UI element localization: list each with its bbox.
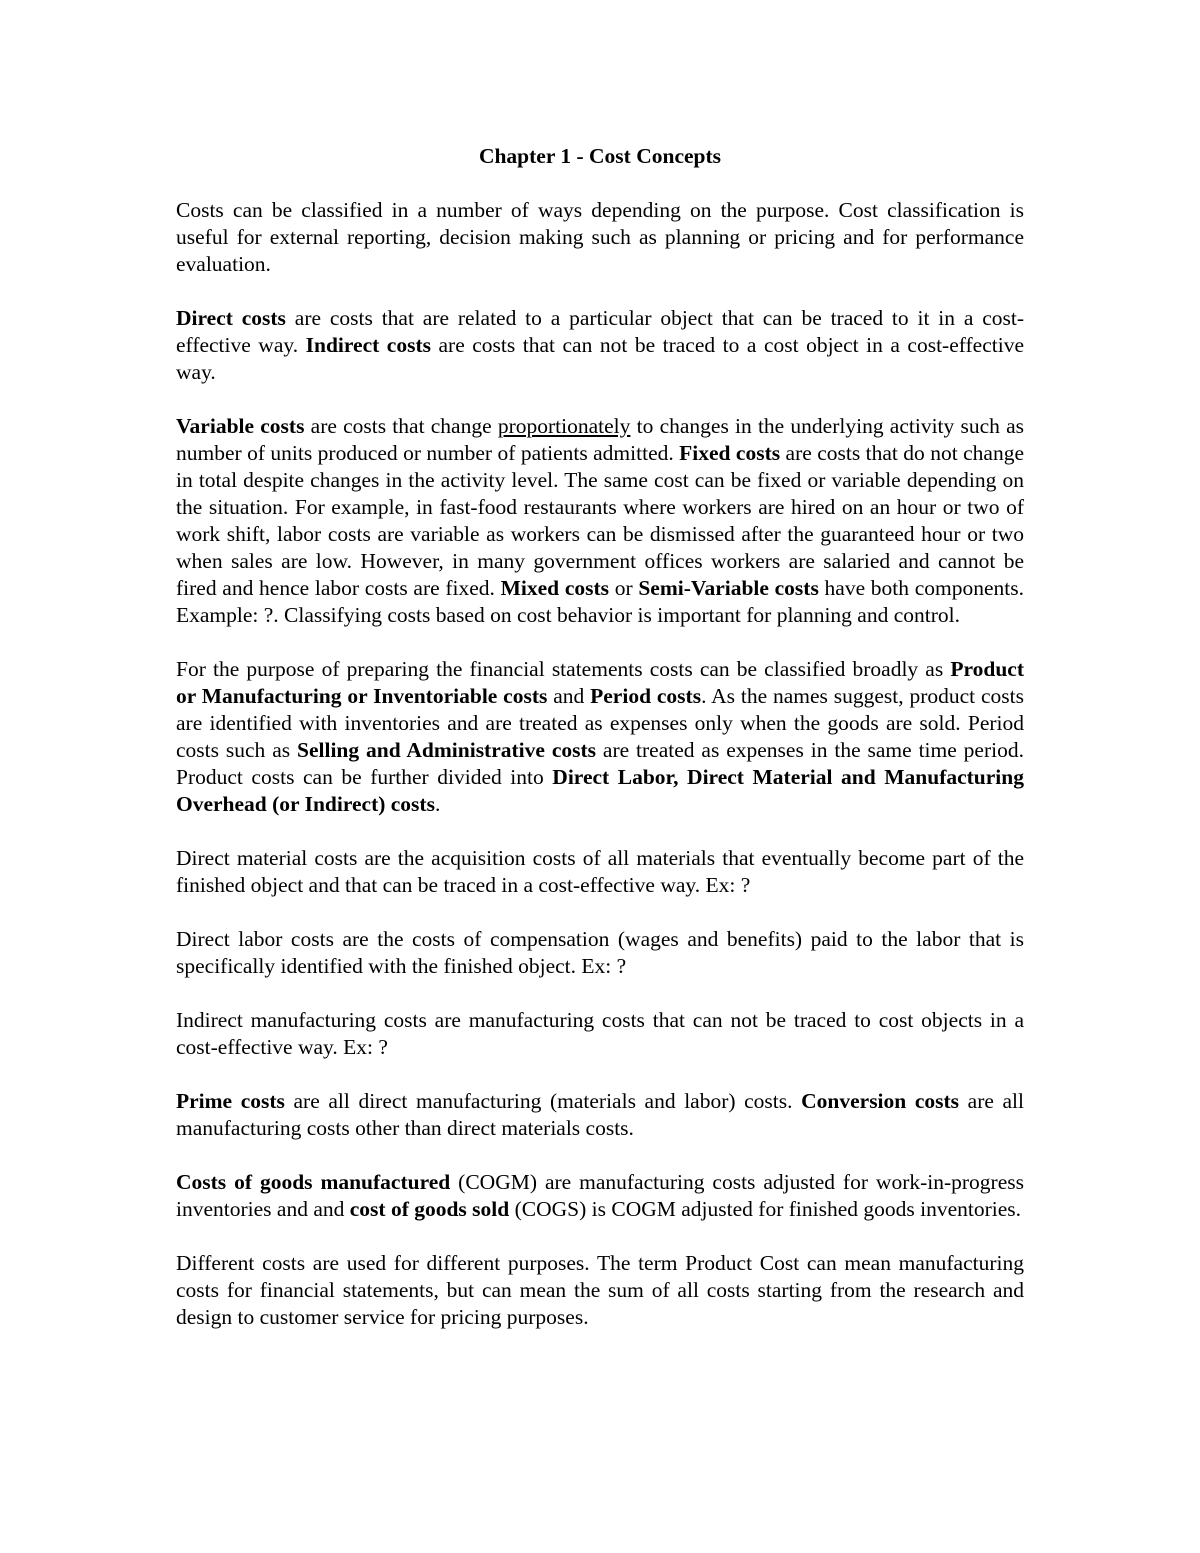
page-title: Chapter 1 - Cost Concepts bbox=[478, 144, 722, 168]
text-run: Different costs are used for different purposes. The term Product Cost can mean manufacturing costs for financial statements, but can mean the sum of all costs starting from the research and design to customer service for pricing purposes. bbox=[176, 1251, 1024, 1329]
paragraph bbox=[176, 413, 1024, 629]
underlined-text: proportionately bbox=[497, 414, 631, 438]
bold-term: Product or Manufacturing or Inventoriable costs bbox=[176, 657, 1024, 708]
text-run: . As the names suggest, product costs are identified with inventories and are treated as expenses only when the goods are sold. Period costs such as bbox=[176, 684, 1024, 762]
text-run: are treated as expenses in the same time period. Product costs can be further divided into bbox=[176, 738, 1024, 789]
text-run: Direct labor costs are the costs of compensation (wages and benefits) paid to the labor that is specifically identified with the finished object. Ex: ? bbox=[176, 927, 1024, 978]
text-run: to changes in the underlying activity such as number of units produced or number of patients admitted. bbox=[176, 414, 1024, 465]
bold-term: Prime costs bbox=[176, 1089, 285, 1113]
text-run: are costs that can not be traced to a cost object in a cost-effective way. bbox=[176, 333, 1024, 384]
bold-term: Costs of goods manufactured bbox=[176, 1170, 451, 1194]
text-run: have both components. Example: ?. Classifying costs based on cost behavior is important for planning and control. bbox=[176, 576, 1025, 627]
bold-term: Direct Labor, Direct Material and Manufacturing Overhead (or Indirect) costs bbox=[176, 765, 1024, 816]
paragraph bbox=[176, 1169, 1024, 1223]
text-run: Indirect manufacturing costs are manufacturing costs that can not be traced to cost objects in a cost-effective way. Ex: ? bbox=[176, 1008, 1024, 1059]
text-run: and bbox=[547, 684, 591, 708]
bold-term: Direct costs bbox=[176, 306, 286, 330]
bold-term: Mixed costs bbox=[500, 576, 610, 600]
paragraph bbox=[176, 926, 1024, 980]
paragraph bbox=[176, 1007, 1024, 1061]
bold-term: Period costs bbox=[590, 684, 702, 708]
document-body bbox=[176, 197, 1024, 1331]
paragraph bbox=[176, 656, 1024, 818]
paragraph bbox=[176, 1088, 1024, 1142]
bold-term: Selling and Administrative costs bbox=[297, 738, 597, 762]
text-run: Direct material costs are the acquisition costs of all materials that eventually become part of the finished object and that can be traced in a cost-effective way. Ex: ? bbox=[176, 846, 1024, 897]
text-run: For the purpose of preparing the financial statements costs can be classified broadly as bbox=[176, 657, 951, 681]
text-run: (COGM) are manufacturing costs adjusted for work-in-progress inventories and and bbox=[176, 1170, 1024, 1221]
paragraph bbox=[176, 845, 1024, 899]
text-run: . bbox=[434, 792, 441, 816]
bold-term: Indirect costs bbox=[305, 333, 431, 357]
paragraph bbox=[176, 305, 1024, 386]
bold-term: Semi-Variable costs bbox=[638, 576, 819, 600]
text-run: (COGS) is COGM adjusted for finished goods inventories. bbox=[509, 1197, 1022, 1221]
text-run: are all manufacturing costs other than direct materials costs. bbox=[176, 1089, 1024, 1140]
bold-term: cost of goods sold bbox=[349, 1197, 510, 1221]
document-page bbox=[176, 143, 1024, 1358]
bold-term: Variable costs bbox=[176, 414, 305, 438]
text-run: are costs that do not change in total despite changes in the activity level. The same cost can be fixed or variable depending on the situation. For example, in fast-food restaurants where workers are hired on an hour or two of work shift, labor costs are variable as workers can be dismissed after the guaranteed hour or two when sales are low. However, in many government offices workers are salaried and cannot be fired and hence labor costs are fixed. bbox=[176, 441, 1024, 600]
text-run: are all direct manufacturing (materials and labor) costs. bbox=[284, 1089, 802, 1113]
paragraph bbox=[176, 197, 1024, 278]
text-run: or bbox=[609, 576, 639, 600]
text-run: are costs that are related to a particular object that can be traced to it in a cost-effective way. bbox=[176, 306, 1024, 357]
paragraph bbox=[176, 1250, 1024, 1331]
text-run: are costs that change bbox=[304, 414, 498, 438]
bold-term: Fixed costs bbox=[679, 441, 781, 465]
text-run: Costs can be classified in a number of ways depending on the purpose. Cost classification is useful for external reporting, decision making such as planning or pricing and for performance evaluation. bbox=[176, 198, 1024, 276]
bold-term: Conversion costs bbox=[801, 1089, 960, 1113]
